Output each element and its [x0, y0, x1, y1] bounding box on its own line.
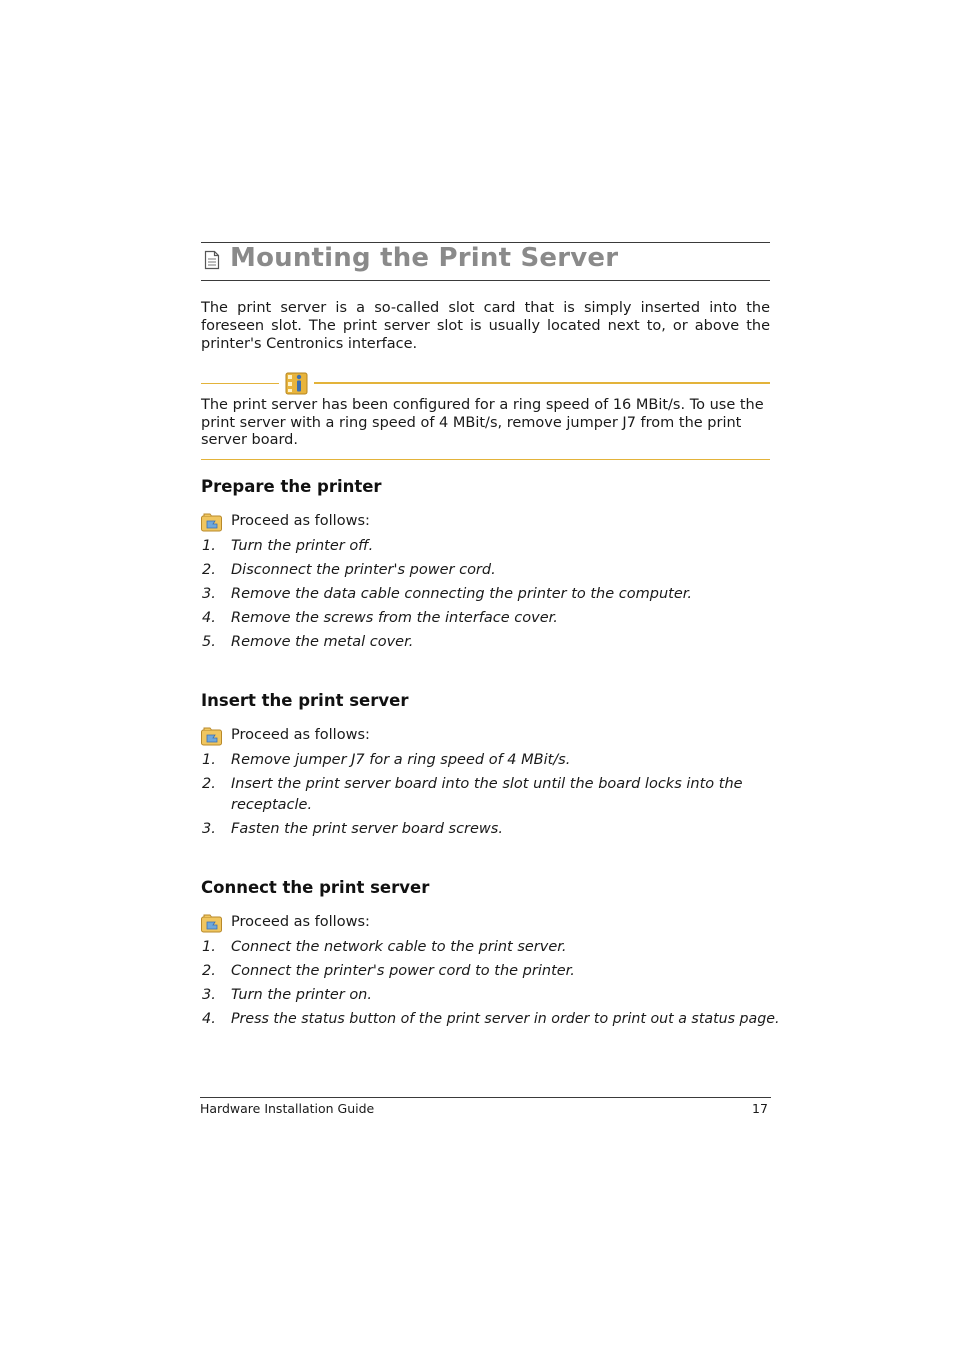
- step-number: 3.: [202, 987, 216, 1003]
- step-text: Remove the screws from the interface cover.: [231, 610, 558, 626]
- footer-rule: [200, 1097, 771, 1098]
- step-text: Remove the metal cover.: [231, 634, 414, 650]
- step-number: 3.: [202, 821, 216, 837]
- step-number: 1.: [202, 752, 216, 768]
- step-text: Fasten the print server board screws.: [231, 821, 503, 837]
- title-bottom-rule: [201, 280, 770, 281]
- step-text: Turn the printer off.: [231, 538, 374, 554]
- note-rule-right: [314, 382, 770, 384]
- step-number: 3.: [202, 586, 216, 602]
- page-number: 17: [752, 1101, 768, 1116]
- procedure-intro: Proceed as follows:: [231, 513, 370, 529]
- step-text: Turn the printer on.: [231, 987, 372, 1003]
- section-heading: Prepare the printer: [201, 477, 382, 496]
- procedure-icon: [201, 914, 222, 933]
- step-number: 2.: [202, 562, 216, 578]
- step-number: 1.: [202, 939, 216, 955]
- document-icon: [204, 250, 220, 270]
- footer-title: Hardware Installation Guide: [200, 1101, 375, 1116]
- section-heading: Insert the print server: [201, 691, 409, 710]
- procedure-intro: Proceed as follows:: [231, 914, 370, 930]
- step-text: Connect the network cable to the print server.: [231, 939, 567, 955]
- step-number: 2.: [202, 963, 216, 979]
- title-block: [201, 242, 770, 280]
- step-text: Remove the data cable connecting the printer to the computer.: [231, 586, 692, 602]
- step-text: Disconnect the printer's power cord.: [231, 562, 496, 578]
- section-heading: Connect the print server: [201, 878, 430, 897]
- note-bottom-rule: [201, 459, 770, 460]
- step-text: Insert the print server board into the slot until the board locks into the receptacle.: [231, 776, 743, 813]
- info-icon: [285, 371, 308, 395]
- step-text: Connect the printer's power cord to the printer.: [231, 963, 575, 979]
- step-number: 4.: [202, 610, 216, 626]
- procedure-intro: Proceed as follows:: [231, 727, 370, 743]
- step-text: Remove jumper J7 for a ring speed of 4 MBit/s.: [231, 752, 571, 768]
- intro-paragraph: The print server is a so-called slot card that is simply inserted into the foreseen slot. The print server slot is usually located next to, or above the printer's Centronics interface.: [201, 300, 770, 352]
- note-rule-left: [201, 383, 279, 384]
- step-number: 5.: [202, 634, 216, 650]
- note-text: The print server has been configured for a ring speed of 16 MBit/s. To use the print server with a ring speed of 4 MBit/s, remove jumper J7 from the print server board.: [201, 397, 764, 448]
- procedure-icon: [201, 727, 222, 746]
- page-title: Mounting the Print Server: [230, 243, 619, 273]
- step-number: 2.: [202, 776, 216, 792]
- step-number: 1.: [202, 538, 216, 554]
- procedure-icon: [201, 513, 222, 532]
- step-number: 4.: [202, 1011, 216, 1027]
- step-text: Press the status button of the print server in order to print out a status page.: [231, 1011, 780, 1027]
